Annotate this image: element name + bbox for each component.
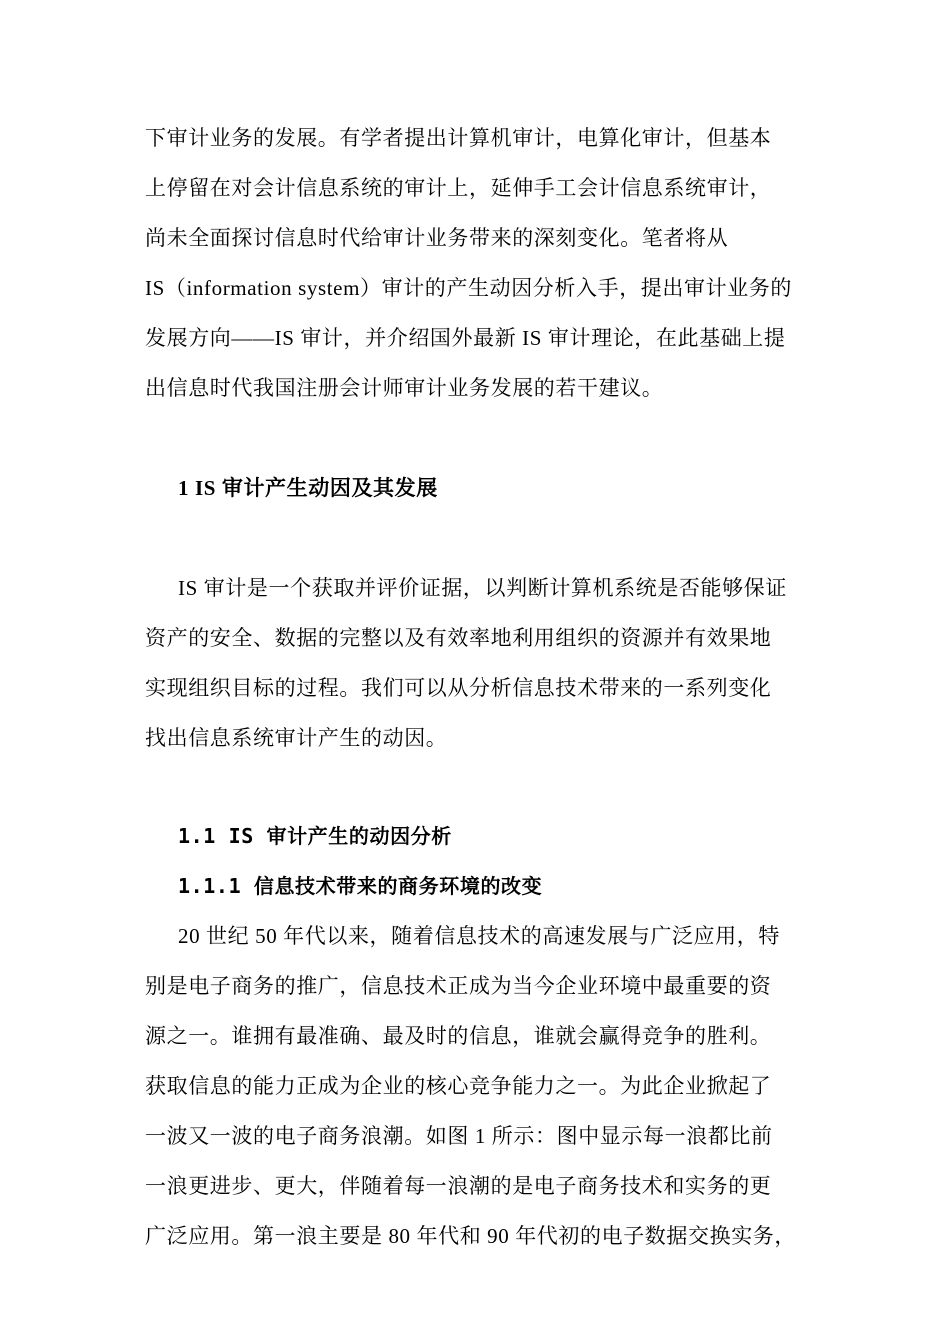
paragraph-line: 源之一。谁拥有最准确、最及时的信息，谁就会赢得竞争的胜利。 [145,1024,772,1048]
paragraph-line: 20 世纪 50 年代以来，随着信息技术的高速发展与广泛应用，特 [178,924,780,948]
subsubsection-heading: 1.1.1 信息技术带来的商务环境的改变 [178,874,543,898]
subsection-heading: 1.1 IS 审计产生的动因分析 [178,824,452,848]
section-heading: 1 IS 审计产生动因及其发展 [178,476,438,500]
paragraph-line: 找出信息系统审计产生的动因。 [145,726,448,750]
paragraph-line: 别是电子商务的推广，信息技术正成为当今企业环境中最重要的资 [145,974,772,998]
paragraph-line: 获取信息的能力正成为企业的核心竞争能力之一。为此企业掀起了 [145,1074,772,1098]
paragraph-line: 发展方向——IS 审计，并介绍国外最新 IS 审计理论，在此基础上提 [145,326,786,350]
paragraph-line: 实现组织目标的过程。我们可以从分析信息技术带来的一系列变化 [145,676,772,700]
paragraph-line: 出信息时代我国注册会计师审计业务发展的若干建议。 [145,376,664,400]
paragraph-line: 一浪更进步、更大，伴随着每一浪潮的是电子商务技术和实务的更 [145,1174,772,1198]
paragraph-line: 尚未全面探讨信息时代给审计业务带来的深刻变化。笔者将从 [145,226,729,250]
paragraph-line: 广泛应用。第一浪主要是 80 年代和 90 年代初的电子数据交换实务， [145,1224,796,1248]
paragraph-line: 上停留在对会计信息系统的审计上，延伸手工会计信息系统审计， [145,176,772,200]
paragraph-line: 资产的安全、数据的完整以及有效率地利用组织的资源并有效果地 [145,626,772,650]
paragraph-line: IS（information system）审计的产生动因分析入手，提出审计业务的 [145,276,792,300]
paragraph-line: 下审计业务的发展。有学者提出计算机审计，电算化审计，但基本 [145,126,772,150]
paragraph-line: 一波又一波的电子商务浪潮。如图 1 所示：图中显示每一浪都比前 [145,1124,773,1148]
paragraph-line: IS 审计是一个获取并评价证据，以判断计算机系统是否能够保证 [178,576,787,600]
